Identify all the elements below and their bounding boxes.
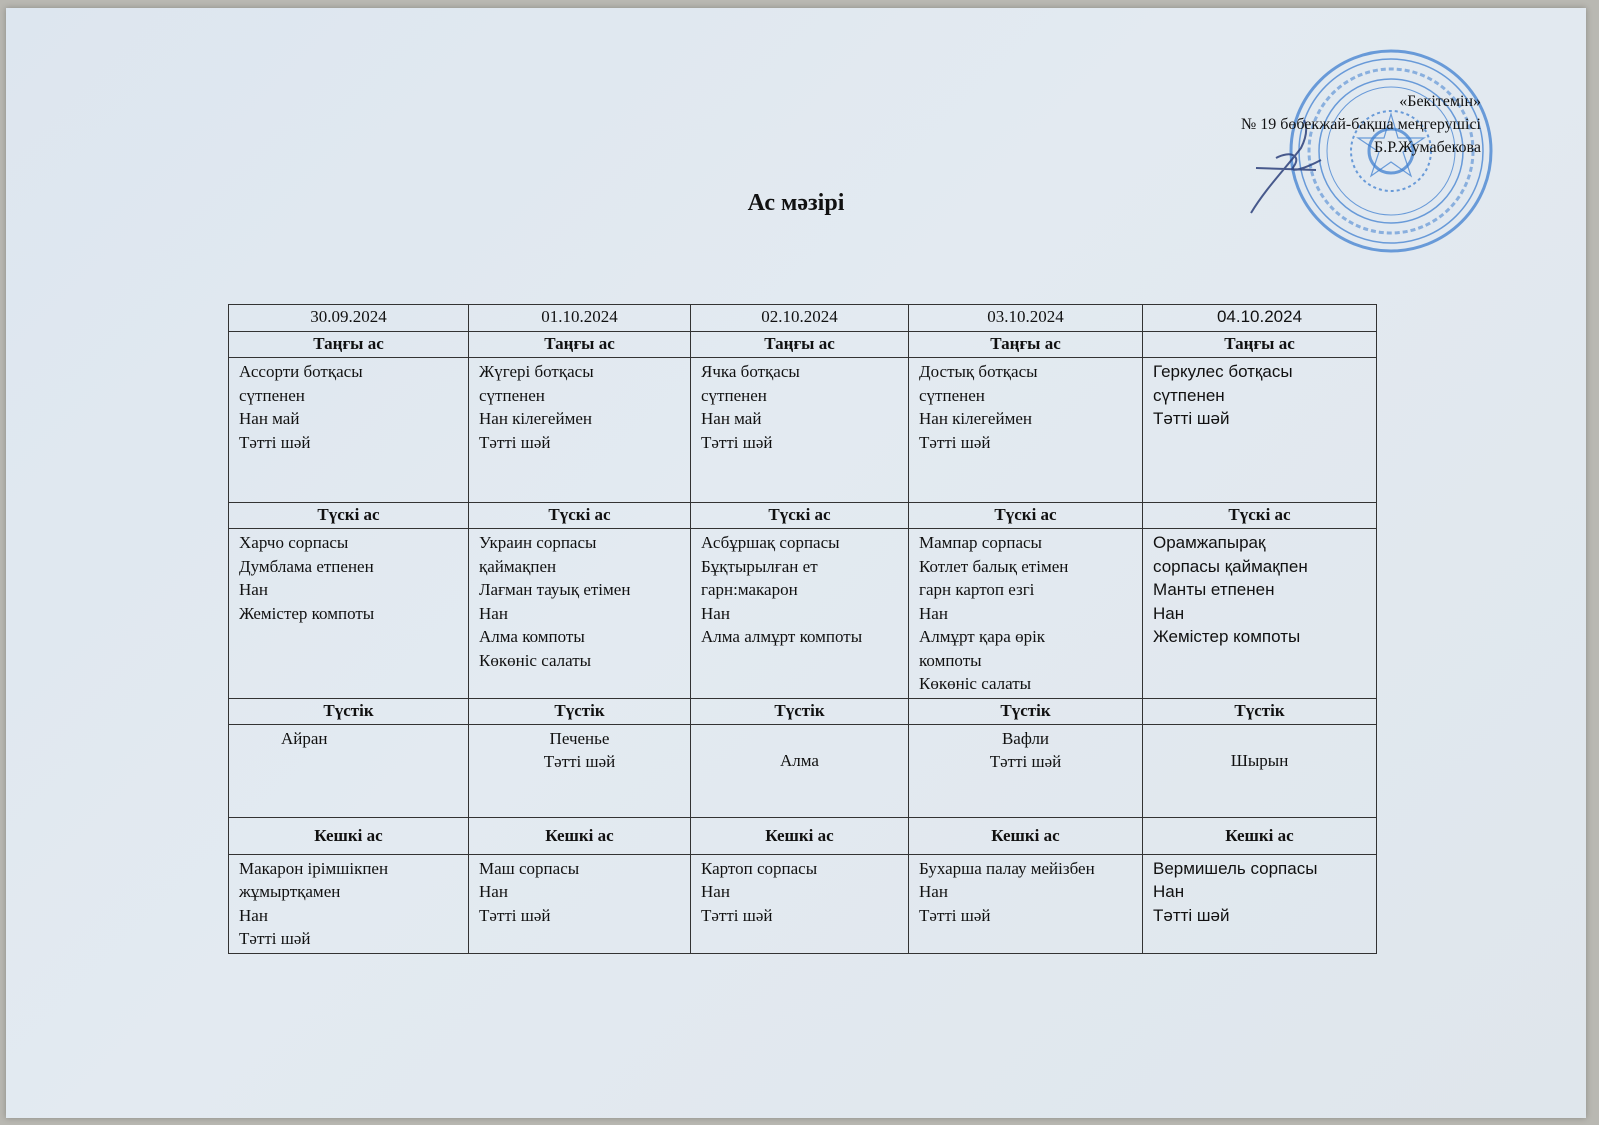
page-title: Ас мәзірі bbox=[747, 190, 845, 216]
approval-position: № 19 бөбекжай-бақша меңгерушісі bbox=[1240, 116, 1481, 133]
menu-item: Картоп сорпасы bbox=[701, 858, 818, 878]
menu-item: Көкөніс салаты bbox=[919, 674, 1032, 693]
menu-item: Нан bbox=[701, 603, 730, 623]
menu-cell bbox=[1143, 358, 1377, 503]
menu-item: Тәтті шәй bbox=[701, 432, 773, 452]
meal-header: Таңғы ас bbox=[469, 332, 691, 358]
menu-item: Бұқтырылған ет bbox=[701, 556, 818, 576]
menu-item: Харчо сорпасы bbox=[239, 533, 349, 552]
menu-item: Вермишель сорпасы bbox=[1153, 858, 1318, 878]
menu-item: қаймақпен bbox=[479, 556, 557, 576]
meal-header: Түскі ас bbox=[469, 503, 691, 529]
menu-item: сүтпенен bbox=[479, 385, 545, 405]
menu-item: Манты етпенен bbox=[1153, 580, 1275, 599]
menu-item: Тәтті шәй bbox=[1153, 905, 1230, 925]
menu-item: Нан кілегеймен bbox=[919, 409, 1032, 428]
menu-cell bbox=[1143, 724, 1377, 817]
menu-item: гарн:макарон bbox=[701, 580, 798, 599]
menu-cell bbox=[909, 724, 1143, 817]
meal-header: Түстік bbox=[469, 698, 691, 724]
snack-items-row bbox=[229, 724, 1377, 817]
menu-item: сорпасы қаймақпен bbox=[1153, 556, 1308, 576]
meal-header: Кешкі ас bbox=[691, 817, 909, 854]
menu-cell bbox=[1143, 854, 1377, 953]
menu-item: Тәтті шәй bbox=[919, 905, 991, 925]
approval-block bbox=[1241, 90, 1481, 159]
menu-item: Көкөніс салаты bbox=[479, 650, 592, 670]
menu-item: Нан bbox=[919, 603, 948, 623]
meal-header: Таңғы ас bbox=[909, 332, 1143, 358]
meal-header: Таңғы ас bbox=[229, 332, 469, 358]
menu-item: Бухарша палау мейізбен bbox=[919, 858, 1095, 878]
menu-item: Нан кілегеймен bbox=[479, 409, 592, 428]
meal-header: Түскі ас bbox=[229, 503, 469, 529]
menu-cell bbox=[469, 854, 691, 953]
menu-cell bbox=[909, 854, 1143, 953]
menu-item: сүтпенен bbox=[1153, 385, 1225, 405]
menu-item: Думблама етпенен bbox=[239, 556, 374, 576]
menu-table bbox=[228, 304, 1377, 954]
meal-header: Таңғы ас bbox=[1143, 332, 1377, 358]
meal-header-row-snack bbox=[229, 698, 1377, 724]
date-cell: 03.10.2024 bbox=[909, 305, 1143, 332]
menu-item: Геркулес ботқасы bbox=[1153, 362, 1293, 381]
menu-cell bbox=[229, 724, 469, 817]
date-cell: 01.10.2024 bbox=[469, 305, 691, 332]
menu-item: Достық ботқасы bbox=[919, 362, 1038, 381]
menu-cell bbox=[909, 358, 1143, 503]
menu-item: Тәтті шәй bbox=[479, 432, 551, 452]
menu-item: Алма bbox=[780, 750, 819, 770]
meal-header: Таңғы ас bbox=[691, 332, 909, 358]
menu-item: Жемістер компоты bbox=[1153, 627, 1301, 646]
menu-item: Тәтті шәй bbox=[239, 929, 311, 948]
menu-item: Макарон ірімшікпен bbox=[239, 858, 389, 878]
meal-header: Кешкі ас bbox=[229, 817, 469, 854]
meal-header: Түскі ас bbox=[691, 503, 909, 529]
menu-item: Алма алмұрт компоты bbox=[701, 627, 863, 646]
menu-cell bbox=[691, 358, 909, 503]
menu-item: Нан bbox=[479, 603, 508, 623]
menu-item: гарн картоп езгі bbox=[919, 580, 1035, 599]
menu-item: Маш сорпасы bbox=[479, 858, 580, 878]
menu-item: Ячка ботқасы bbox=[701, 362, 800, 381]
menu-item: Нан bbox=[1153, 882, 1185, 901]
menu-item: Тәтті шәй bbox=[701, 905, 773, 925]
menu-item: Тәтті шәй bbox=[1153, 409, 1230, 428]
menu-item: Шырын bbox=[1230, 750, 1289, 770]
menu-cell bbox=[909, 529, 1143, 699]
menu-item: Котлет балық етімен bbox=[919, 556, 1069, 576]
menu-item: Лағман тауық етімен bbox=[479, 580, 631, 599]
menu-item: Нан май bbox=[239, 409, 300, 428]
menu-item: Жүгері ботқасы bbox=[479, 362, 594, 381]
menu-cell bbox=[691, 529, 909, 699]
menu-cell bbox=[229, 529, 469, 699]
menu-item: Нан bbox=[239, 580, 268, 599]
menu-cell bbox=[691, 724, 909, 817]
menu-item: Алмұрт қара өрік bbox=[919, 627, 1046, 646]
menu-item: Тәтті шәй bbox=[919, 432, 991, 452]
menu-item: сүтпенен bbox=[919, 385, 985, 405]
meal-header: Түскі ас bbox=[909, 503, 1143, 529]
menu-item: Вафли bbox=[1001, 728, 1050, 748]
menu-item: Орамжапырақ bbox=[1153, 533, 1266, 552]
lunch-items-row bbox=[229, 529, 1377, 699]
dinner-items-row bbox=[229, 854, 1377, 953]
meal-header: Кешкі ас bbox=[469, 817, 691, 854]
menu-item: Тәтті шәй bbox=[543, 752, 616, 771]
menu-item: Печенье bbox=[549, 728, 610, 748]
menu-item: Тәтті шәй bbox=[989, 752, 1062, 771]
meal-header: Түстік bbox=[909, 698, 1143, 724]
meal-header-row-dinner bbox=[229, 817, 1377, 854]
meal-header: Түстік bbox=[229, 698, 469, 724]
menu-cell bbox=[1143, 529, 1377, 699]
menu-item: Нан bbox=[479, 882, 508, 901]
meal-header: Кешкі ас bbox=[909, 817, 1143, 854]
approval-heading: «Бекітемін» bbox=[1399, 93, 1481, 110]
date-cell: 04.10.2024 bbox=[1143, 305, 1377, 332]
meal-header: Түстік bbox=[1143, 698, 1377, 724]
menu-cell bbox=[691, 854, 909, 953]
menu-cell bbox=[229, 854, 469, 953]
menu-cell bbox=[469, 529, 691, 699]
date-cell: 30.09.2024 bbox=[229, 305, 469, 332]
breakfast-items-row bbox=[229, 358, 1377, 503]
date-row bbox=[229, 305, 1377, 332]
menu-item: компоты bbox=[919, 650, 982, 670]
approval-signatory: Б.Р.Жумабекова bbox=[1374, 139, 1481, 156]
menu-item: Асбұршақ сорпасы bbox=[701, 533, 840, 552]
menu-item: Алма компоты bbox=[479, 627, 585, 646]
menu-item: сүтпенен bbox=[239, 385, 305, 405]
menu-item: Ассорти ботқасы bbox=[239, 362, 363, 381]
menu-item: Нан bbox=[701, 882, 730, 901]
menu-item: Мампар сорпасы bbox=[919, 533, 1042, 552]
meal-header-row-breakfast bbox=[229, 332, 1377, 358]
menu-cell bbox=[469, 358, 691, 503]
meal-header: Түскі ас bbox=[1143, 503, 1377, 529]
meal-header: Кешкі ас bbox=[1143, 817, 1377, 854]
menu-item: Тәтті шәй bbox=[479, 905, 551, 925]
menu-item: Нан bbox=[1153, 603, 1185, 623]
menu-cell bbox=[229, 358, 469, 503]
menu-item: жұмыртқамен bbox=[239, 882, 341, 901]
menu-item: Украин сорпасы bbox=[479, 533, 597, 552]
menu-item: Тәтті шәй bbox=[239, 432, 311, 452]
menu-cell bbox=[469, 724, 691, 817]
menu-item: Айран bbox=[281, 728, 328, 748]
menu-item: сүтпенен bbox=[701, 385, 767, 405]
meal-header: Түстік bbox=[691, 698, 909, 724]
menu-item: Нан bbox=[239, 905, 268, 925]
date-cell: 02.10.2024 bbox=[691, 305, 909, 332]
menu-item: Нан май bbox=[701, 409, 762, 428]
menu-item: Жемістер компоты bbox=[239, 603, 375, 623]
menu-item: Нан bbox=[919, 882, 948, 901]
meal-header-row-lunch bbox=[229, 503, 1377, 529]
